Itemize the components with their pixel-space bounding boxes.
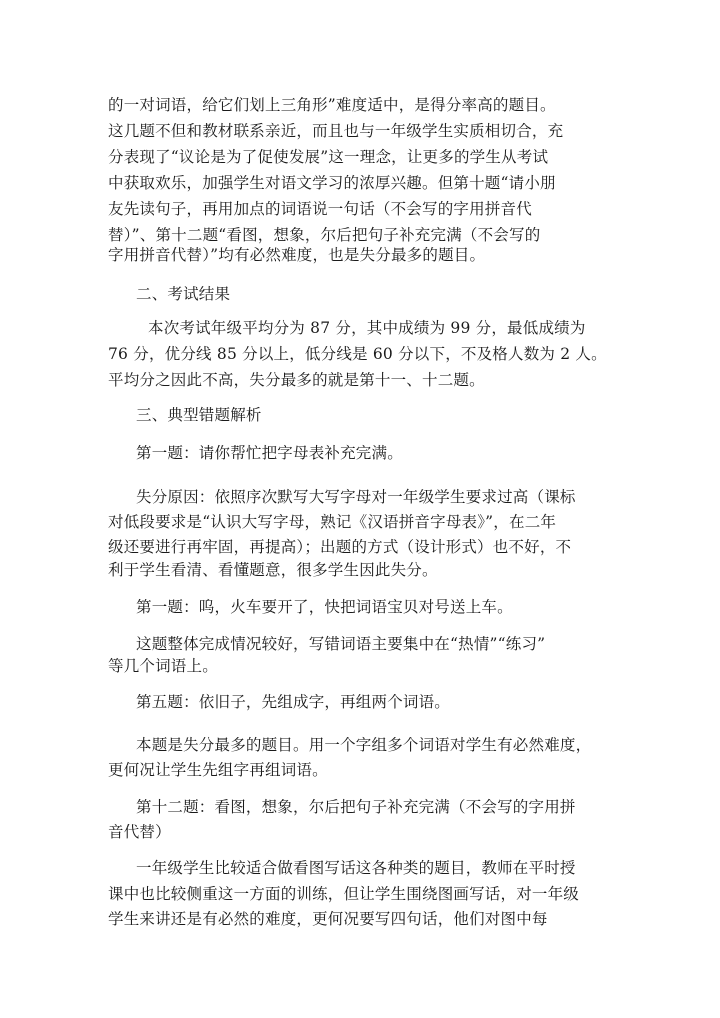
text-line: 中获取欢乐，加强学生对语文学习的浓厚兴趣。但第十题“请小朋 xyxy=(108,174,556,192)
text-line: 课中也比较侧重这一方面的训练，但让学生围绕图画写话，对一年级 xyxy=(108,885,580,903)
section-heading: 三、典型错题解析 xyxy=(136,406,262,424)
text-line: 第一题：请你帮忙把字母表补充完满。 xyxy=(136,444,403,462)
text-line: 本次考试年级平均分为 87 分，其中成绩为 99 分，最低成绩为 xyxy=(148,319,586,337)
text-line: 本题是失分最多的题目。用一个字组多个词语对学生有必然难度， xyxy=(136,736,592,754)
text-line: 这题整体完成情况较好，写错词语主要集中在“热情”“练习” xyxy=(136,635,546,653)
text-line: 分表现了“议论是为了促使发展”这一理念，让更多的学生从考试 xyxy=(108,148,549,166)
text-line: 字用拼音代替）”均有必然难度，也是失分最多的题目。 xyxy=(108,246,486,264)
text-line: 这几题不但和教材联系亲近，而且也与一年级学生实质相切合，充 xyxy=(108,122,564,140)
text-line: 第五题：依旧子，先组成字，再组两个词语。 xyxy=(136,693,451,711)
text-line: 替）”、第十二题“看图，想象，尔后把句子补充完满（不会写的 xyxy=(108,226,541,244)
text-line: 对低段要求是“认识大写字母，熟记《汉语拼音字母表》”，在二年 xyxy=(108,513,557,531)
text-line: 的一对词语，给它们划上三角形”难度适中，是得分率高的题目。 xyxy=(108,96,556,114)
text-line: 失分原因：依照序次默写大写字母对一年级学生要求过高（课标 xyxy=(136,488,576,506)
text-line: 一年级学生比较适合做看图写话这各种类的题目，教师在平时授 xyxy=(136,859,576,877)
text-line: 级还要进行再牢固，再提高）；出题的方式（设计形式）也不好，不 xyxy=(108,538,572,556)
text-line: 第一题：呜，火车要开了，快把词语宝贝对号送上车。 xyxy=(136,598,513,616)
text-line: 等几个词语上。 xyxy=(108,657,218,675)
text-line: 第十二题：看图，想象，尔后把句子补充完满（不会写的字用拼 xyxy=(136,798,576,816)
section-heading: 二、考试结果 xyxy=(136,285,231,303)
text-line: 友先读句子，再用加点的词语说一句话（不会写的字用拼音代 xyxy=(108,200,532,218)
text-line: 平均分之因此不高，失分最多的就是第十一、十二题。 xyxy=(108,371,485,389)
text-line: 利于学生看清、看懂题意，很多学生因此失分。 xyxy=(108,561,438,579)
text-line: 学生来讲还是有必然的难度，更何况要写四句话，他们对图中每 xyxy=(108,910,548,928)
text-line: 76 分，优分线 85 分以上，低分线是 60 分以下，不及格人数为 2 人。 xyxy=(108,345,607,363)
text-line: 音代替） xyxy=(108,823,171,841)
text-line: 更何况让学生先组字再组词语。 xyxy=(108,761,328,779)
